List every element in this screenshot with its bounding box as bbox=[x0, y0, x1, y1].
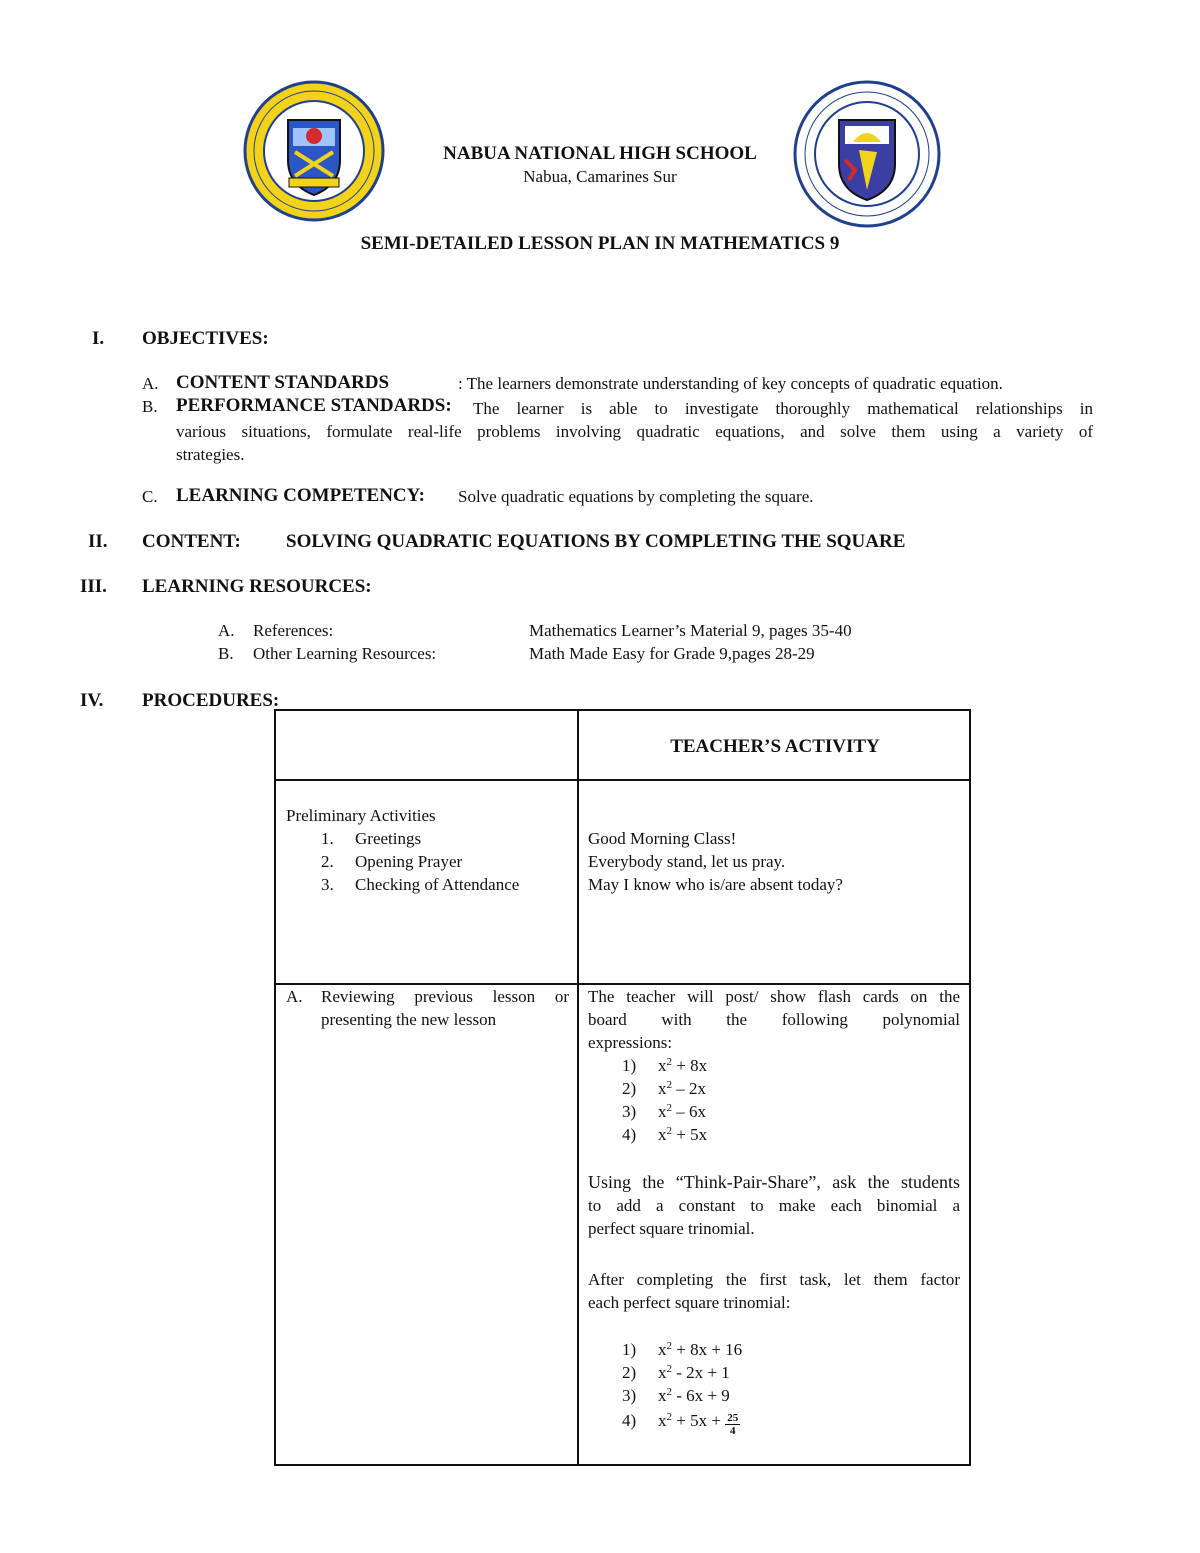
document-title: SEMI-DETAILED LESSON PLAN IN MATHEMATICS 9 bbox=[360, 233, 840, 254]
list-item bbox=[622, 1338, 960, 1361]
label-line: Reviewing previous lesson or bbox=[321, 987, 569, 1006]
expr-rest: – 2x bbox=[672, 1079, 706, 1098]
expr-rest: + 5x + bbox=[672, 1411, 726, 1430]
references-label: References: bbox=[253, 621, 334, 640]
section-title-content: CONTENT: bbox=[142, 531, 241, 552]
performance-text-line: various situations, formulate real-life problems involving quadratic equations, and solve them using a variety of bbox=[176, 422, 1093, 441]
expr-base: x bbox=[658, 1386, 667, 1405]
list-letter: A. bbox=[286, 987, 303, 1006]
list-item bbox=[622, 1409, 960, 1437]
content-standards-text: : The learners demonstrate understanding of key concepts of quadratic equation. bbox=[458, 374, 1003, 393]
teacher-line: Everybody stand, let us pray. bbox=[588, 852, 786, 871]
item-number: 3) bbox=[622, 1102, 637, 1121]
item-number: 3) bbox=[622, 1386, 637, 1405]
paragraph-line: expressions: bbox=[588, 1033, 673, 1052]
expr-rest: + 5x bbox=[672, 1125, 708, 1144]
reviewing-lesson-label bbox=[321, 985, 569, 1031]
learning-competency-label: LEARNING COMPETENCY: bbox=[176, 485, 425, 506]
preliminary-teacher-lines bbox=[588, 827, 963, 896]
performance-text-line: strategies. bbox=[176, 445, 245, 464]
expr-base: x bbox=[658, 1340, 667, 1359]
item-number: 1) bbox=[622, 1056, 637, 1075]
other-resources-value: Math Made Easy for Grade 9,pages 28-29 bbox=[529, 644, 815, 663]
expr-rest: + 8x + 16 bbox=[672, 1340, 743, 1359]
procedures-table bbox=[274, 709, 971, 1466]
list-letter: A. bbox=[218, 621, 235, 640]
list-item bbox=[622, 1123, 960, 1146]
performance-text-line: The learner is able to investigate thoroughly mathematical relationships in bbox=[473, 399, 1093, 418]
preliminary-activities-title: Preliminary Activities bbox=[286, 806, 436, 825]
expr-rest: – 6x bbox=[672, 1102, 706, 1121]
list-letter: C. bbox=[142, 487, 158, 506]
table-divider bbox=[577, 711, 579, 1464]
item-number: 2) bbox=[622, 1363, 637, 1382]
paragraph-line: perfect square trinomial. bbox=[588, 1219, 755, 1238]
school-name: NABUA NATIONAL HIGH SCHOOL bbox=[443, 143, 757, 164]
expr-exponent: 2 bbox=[666, 1056, 672, 1068]
list-item bbox=[622, 1054, 960, 1077]
expr-base: x bbox=[658, 1125, 667, 1144]
deped-seal bbox=[793, 80, 941, 228]
list-item bbox=[622, 1077, 960, 1100]
performance-standards-text bbox=[176, 397, 1093, 466]
item-number: 2. bbox=[321, 852, 334, 871]
fraction-numerator: 25 bbox=[727, 1412, 739, 1424]
expr-base: x bbox=[658, 1079, 667, 1098]
paragraph-line: each perfect square trinomial: bbox=[588, 1293, 791, 1312]
section-number: II. bbox=[88, 531, 108, 552]
list-item bbox=[321, 873, 571, 896]
binomial-list bbox=[588, 1054, 960, 1146]
expr-exponent: 2 bbox=[666, 1363, 672, 1375]
list-letter: B. bbox=[218, 644, 234, 663]
item-text: Checking of Attendance bbox=[355, 875, 520, 894]
expr-rest: - 6x + 9 bbox=[672, 1386, 730, 1405]
expr-exponent: 2 bbox=[666, 1079, 672, 1091]
paragraph-line: to add a constant to make each binomial a bbox=[588, 1196, 960, 1215]
list-item bbox=[622, 1100, 960, 1123]
paragraph-line: Using the “Think-Pair-Share”, ask the students bbox=[588, 1172, 960, 1192]
section-number: III. bbox=[80, 576, 107, 597]
paragraph-line: The teacher will post/ show flash cards on the bbox=[588, 987, 960, 1006]
table-divider bbox=[276, 779, 969, 781]
content-standards-label: CONTENT STANDARDS bbox=[176, 372, 390, 393]
nabua-school-seal bbox=[243, 80, 385, 222]
paragraph-line: board with the following polynomial bbox=[588, 1010, 960, 1029]
other-resources-label: Other Learning Resources: bbox=[253, 644, 437, 663]
trinomial-list bbox=[588, 1338, 960, 1437]
section-title-procedures: PROCEDURES: bbox=[142, 690, 280, 711]
section-title-resources: LEARNING RESOURCES: bbox=[142, 576, 372, 597]
label-line: presenting the new lesson bbox=[321, 1010, 497, 1029]
item-number: 4) bbox=[622, 1411, 637, 1430]
learning-competency-text: Solve quadratic equations by completing the square. bbox=[458, 487, 814, 506]
preliminary-list bbox=[321, 827, 571, 896]
list-item bbox=[622, 1361, 960, 1384]
content-topic: SOLVING QUADRATIC EQUATIONS BY COMPLETING THE SQUARE bbox=[286, 531, 906, 552]
fraction bbox=[725, 1412, 740, 1437]
teacher-line: Good Morning Class! bbox=[588, 829, 737, 848]
school-address: Nabua, Camarines Sur bbox=[523, 167, 677, 186]
expr-exponent: 2 bbox=[666, 1102, 672, 1114]
expr-base: x bbox=[658, 1102, 667, 1121]
expr-exponent: 2 bbox=[666, 1340, 672, 1352]
paragraph-line: After completing the first task, let them factor bbox=[588, 1270, 960, 1289]
performance-standards-label: PERFORMANCE STANDARDS: bbox=[176, 395, 452, 416]
references-value: Mathematics Learner’s Material 9, pages 35-40 bbox=[529, 621, 852, 640]
list-item bbox=[622, 1384, 960, 1407]
teacher-activity-review bbox=[588, 985, 960, 1437]
item-text: Opening Prayer bbox=[355, 852, 463, 871]
expr-base: x bbox=[658, 1411, 667, 1430]
item-number: 4) bbox=[622, 1125, 637, 1144]
item-number: 1) bbox=[622, 1340, 637, 1359]
expr-exponent: 2 bbox=[666, 1125, 672, 1137]
expr-exponent: 2 bbox=[666, 1386, 672, 1398]
list-item bbox=[321, 827, 571, 850]
list-letter: A. bbox=[142, 374, 159, 393]
list-letter: B. bbox=[142, 397, 158, 416]
section-title-objectives: OBJECTIVES: bbox=[142, 328, 269, 349]
expr-base: x bbox=[658, 1056, 667, 1075]
item-number: 3. bbox=[321, 875, 334, 894]
item-number: 2) bbox=[622, 1079, 637, 1098]
expr-rest: - 2x + 1 bbox=[672, 1363, 730, 1382]
section-number: IV. bbox=[80, 690, 104, 711]
teacher-line: May I know who is/are absent today? bbox=[588, 875, 843, 894]
expr-exponent: 2 bbox=[666, 1411, 672, 1423]
teacher-activity-header: TEACHER’S ACTIVITY bbox=[670, 736, 880, 757]
section-number: I. bbox=[92, 328, 105, 349]
expr-base: x bbox=[658, 1363, 667, 1382]
item-text: Greetings bbox=[355, 829, 422, 848]
fraction-denominator: 4 bbox=[729, 1425, 736, 1437]
expr-rest: + 8x bbox=[672, 1056, 708, 1075]
item-number: 1. bbox=[321, 829, 334, 848]
list-item bbox=[321, 850, 571, 873]
